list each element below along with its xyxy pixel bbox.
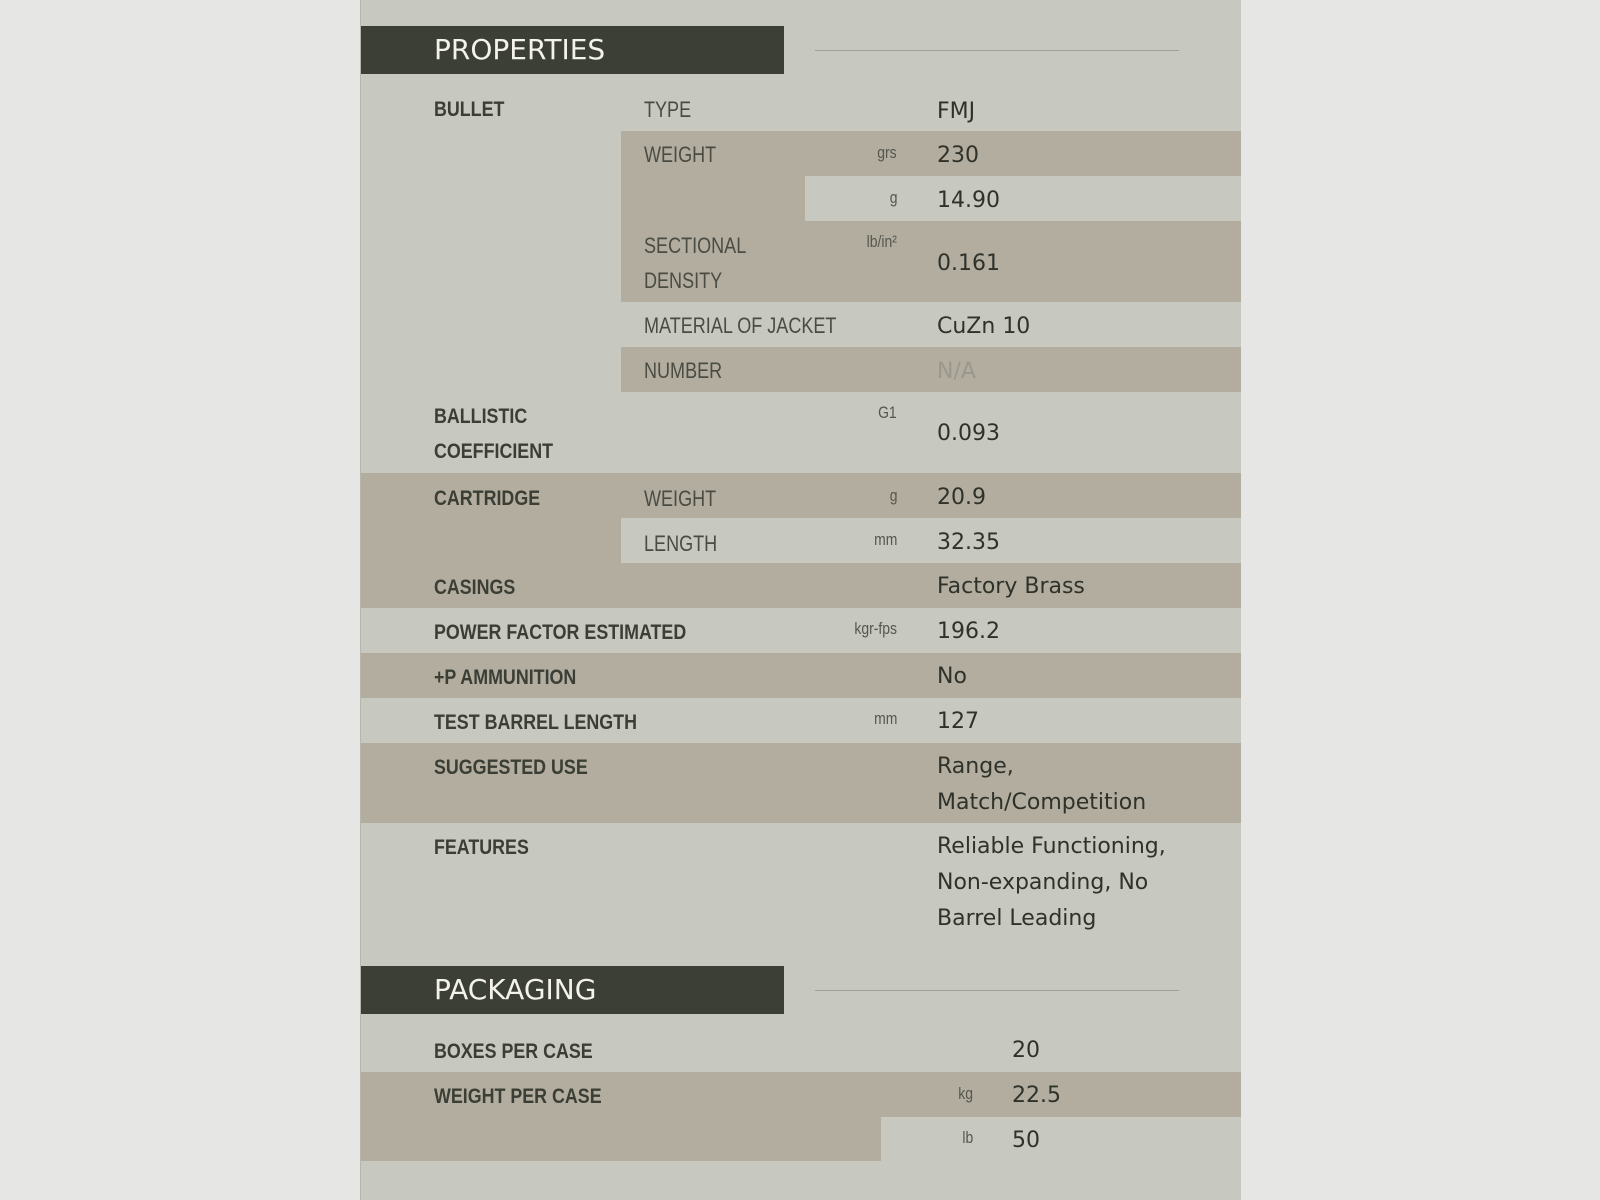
features-line-2: Non-expanding, No bbox=[937, 870, 1149, 895]
cartridge-weight-label: WEIGHT bbox=[644, 486, 717, 511]
plus-p-value: No bbox=[937, 664, 967, 689]
bullet-weight-g-value: 14.90 bbox=[937, 188, 1000, 213]
bullet-type-label: TYPE bbox=[644, 97, 692, 122]
spec-sheet bbox=[360, 0, 1241, 1200]
power-factor-label: POWER FACTOR ESTIMATED bbox=[434, 621, 687, 644]
plus-p-label: +P AMMUNITION bbox=[434, 666, 577, 689]
ballistic-coefficient-label-2: COEFFICIENT bbox=[434, 440, 553, 463]
packaging-divider bbox=[815, 990, 1179, 991]
test-barrel-length-value: 127 bbox=[937, 709, 979, 734]
features-line-1: Reliable Functioning, bbox=[937, 834, 1166, 859]
suggested-use-label: SUGGESTED USE bbox=[434, 756, 588, 779]
weight-per-case-unit-lb: lb bbox=[962, 1128, 973, 1147]
properties-divider bbox=[815, 50, 1179, 51]
band-weight-per-case-left bbox=[361, 1117, 881, 1161]
bullet-weight-unit-g: g bbox=[889, 188, 897, 207]
properties-heading: PROPERTIES bbox=[361, 26, 784, 74]
band-cartridge-left bbox=[361, 518, 621, 563]
boxes-per-case-value: 20 bbox=[1012, 1038, 1040, 1063]
boxes-per-case-label: BOXES PER CASE bbox=[434, 1040, 593, 1063]
weight-per-case-label: WEIGHT PER CASE bbox=[434, 1085, 602, 1108]
test-barrel-length-label: TEST BARREL LENGTH bbox=[434, 711, 637, 734]
suggested-use-line-2: Match/Competition bbox=[937, 790, 1147, 815]
casings-label: CASINGS bbox=[434, 576, 516, 599]
packaging-heading: PACKAGING bbox=[361, 966, 784, 1014]
sectional-density-label-1: SECTIONAL bbox=[644, 233, 747, 258]
features-label: FEATURES bbox=[434, 836, 529, 859]
sectional-density-value: 0.161 bbox=[937, 251, 1000, 276]
cartridge-weight-value: 20.9 bbox=[937, 485, 986, 510]
casings-value: Factory Brass bbox=[937, 574, 1085, 599]
bullet-type-value: FMJ bbox=[937, 99, 976, 124]
power-factor-unit: kgr-fps bbox=[854, 619, 897, 638]
weight-per-case-unit-kg: kg bbox=[958, 1084, 973, 1103]
band-bullet-weight-g-left bbox=[621, 176, 805, 221]
cartridge-label: CARTRIDGE bbox=[434, 487, 541, 510]
jacket-material-value: CuZn 10 bbox=[937, 314, 1031, 339]
bullet-weight-label: WEIGHT bbox=[644, 142, 717, 167]
weight-per-case-lb-value: 50 bbox=[1012, 1128, 1040, 1153]
power-factor-value: 196.2 bbox=[937, 619, 1000, 644]
ballistic-coefficient-unit: G1 bbox=[878, 403, 897, 422]
features-line-3: Barrel Leading bbox=[937, 906, 1097, 931]
cartridge-length-label: LENGTH bbox=[644, 531, 718, 556]
test-barrel-length-unit: mm bbox=[873, 709, 897, 728]
bullet-label: BULLET bbox=[434, 98, 505, 121]
ballistic-coefficient-label-1: BALLISTIC bbox=[434, 405, 528, 428]
jacket-material-label: MATERIAL OF JACKET bbox=[644, 313, 837, 338]
sectional-density-unit: lb/in² bbox=[866, 232, 897, 251]
bullet-weight-unit-grs: grs bbox=[877, 143, 897, 162]
suggested-use-line-1: Range, bbox=[937, 754, 1014, 779]
weight-per-case-kg-value: 22.5 bbox=[1012, 1083, 1061, 1108]
cartridge-weight-unit: g bbox=[889, 486, 897, 505]
sectional-density-label-2: DENSITY bbox=[644, 268, 723, 293]
cartridge-length-unit: mm bbox=[873, 530, 897, 549]
bullet-number-label: NUMBER bbox=[644, 358, 723, 383]
cartridge-length-value: 32.35 bbox=[937, 530, 1000, 555]
ballistic-coefficient-value: 0.093 bbox=[937, 421, 1000, 446]
bullet-number-value: N/A bbox=[937, 359, 976, 384]
bullet-weight-grs-value: 230 bbox=[937, 143, 979, 168]
